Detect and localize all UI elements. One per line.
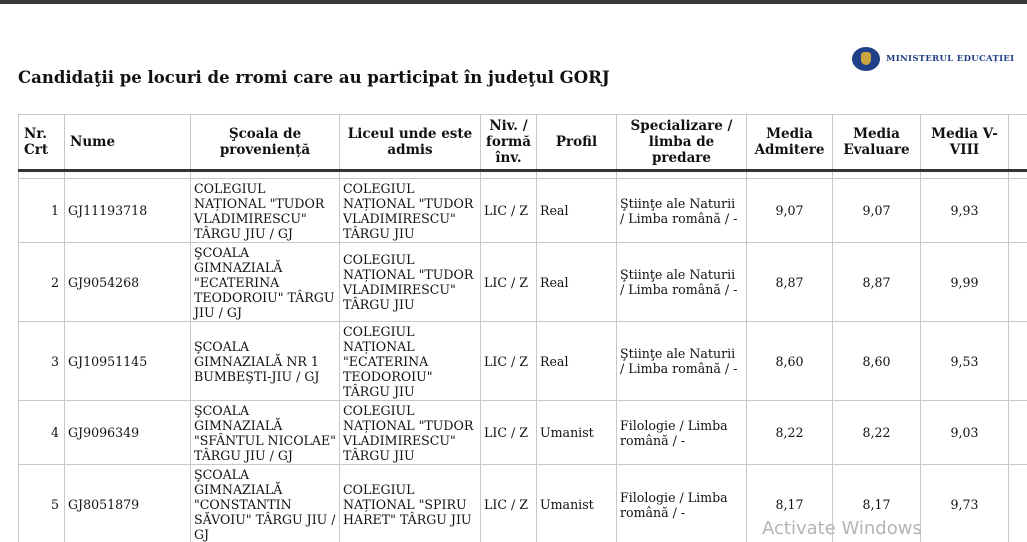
cell-liceu: COLEGIUL NAȚIONAL "ECATERINA TEODOROIU" TÂRGU JIU [340, 322, 481, 401]
cell-profil: Real [537, 179, 617, 243]
cell-extra [1009, 243, 1027, 322]
cell-media-admitere: 8,22 [747, 401, 833, 465]
cell-profil: Real [537, 243, 617, 322]
cell-nr: 4 [19, 401, 65, 465]
col-header-scoala: Şcoala de proveniență [191, 115, 340, 171]
cell-media-evaluare: 8,87 [833, 243, 921, 322]
header-row [19, 115, 1027, 171]
col-header-specializare: Specializare / limba de predare [617, 115, 747, 171]
cell-nivel: LIC / Z [481, 465, 537, 542]
cell-profil: Umanist [537, 465, 617, 542]
col-header-profil: Profil [537, 115, 617, 171]
col-header-nr: Nr. Crt [19, 115, 65, 171]
cell-media-v-viii: 9,99 [921, 243, 1009, 322]
cell-liceu: COLEGIUL NAȚIONAL "TUDOR VLADIMIRESCU" TÂRGU JIU [340, 179, 481, 243]
cell-specializare: Ştiinţe ale Naturii / Limba română / - [617, 322, 747, 401]
cell-profil: Umanist [537, 401, 617, 465]
cell-extra [1009, 322, 1027, 401]
col-header-extra [1009, 115, 1027, 171]
col-header-media-evaluare: Media Evaluare [833, 115, 921, 171]
cell-specializare: Ştiinţe ale Naturii / Limba română / - [617, 243, 747, 322]
col-header-nivel: Niv. / formă înv. [481, 115, 537, 171]
coat-of-arms-icon [852, 47, 880, 71]
cell-extra [1009, 465, 1027, 542]
cell-nr: 1 [19, 179, 65, 243]
col-header-nume: Nume [65, 115, 191, 171]
cell-media-admitere: 8,60 [747, 322, 833, 401]
cell-scoala: COLEGIUL NAȚIONAL "TUDOR VLADIMIRESCU" TÂRGU JIU / GJ [191, 179, 340, 243]
results-table-container [18, 114, 1027, 542]
cell-liceu: COLEGIUL NAȚIONAL "SPIRU HARET" TÂRGU JIU [340, 465, 481, 542]
cell-nume: GJ11193718 [65, 179, 191, 243]
col-header-liceu: Liceul unde este admis [340, 115, 481, 171]
cell-media-v-viii: 9,73 [921, 465, 1009, 542]
cell-specializare: Ştiinţe ale Naturii / Limba română / - [617, 179, 747, 243]
cell-extra [1009, 401, 1027, 465]
cell-extra [1009, 179, 1027, 243]
cell-nivel: LIC / Z [481, 179, 537, 243]
cell-media-v-viii: 9,53 [921, 322, 1009, 401]
cell-nivel: LIC / Z [481, 401, 537, 465]
cell-media-admitere: 8,87 [747, 243, 833, 322]
cell-nume: GJ10951145 [65, 322, 191, 401]
cell-scoala: ŞCOALA GIMNAZIALĂ "ECATERINA TEODOROIU" TÂRGU JIU / GJ [191, 243, 340, 322]
results-table [18, 114, 1027, 542]
cell-nivel: LIC / Z [481, 243, 537, 322]
cell-nivel: LIC / Z [481, 322, 537, 401]
logo-text: MINISTERUL EDUCAȚIEI [886, 54, 1015, 64]
table-row [19, 179, 1027, 243]
cell-media-evaluare: 8,17 [833, 465, 921, 542]
cell-nume: GJ8051879 [65, 465, 191, 542]
cell-media-evaluare: 9,07 [833, 179, 921, 243]
cell-nume: GJ9096349 [65, 401, 191, 465]
cell-media-evaluare: 8,22 [833, 401, 921, 465]
ministry-logo [852, 47, 1014, 71]
page-title: Candidaţii pe locuri de rromi care au participat în judeţul GORJ [18, 68, 610, 87]
cell-scoala: ŞCOALA GIMNAZIALĂ NR 1 BUMBEŞTI-JIU / GJ [191, 322, 340, 401]
cell-nr: 5 [19, 465, 65, 542]
cell-media-evaluare: 8,60 [833, 322, 921, 401]
col-header-media-admitere: Media Admitere [747, 115, 833, 171]
top-border [0, 0, 1027, 4]
col-header-media-v-viii: Media V- VIII [921, 115, 1009, 171]
cell-liceu: COLEGIUL NAȚIONAL "TUDOR VLADIMIRESCU" TÂRGU JIU [340, 401, 481, 465]
cell-scoala: ŞCOALA GIMNAZIALĂ "SFÂNTUL NICOLAE" TÂRGU JIU / GJ [191, 401, 340, 465]
cell-media-admitere: 9,07 [747, 179, 833, 243]
cell-profil: Real [537, 322, 617, 401]
cell-nr: 3 [19, 322, 65, 401]
cell-scoala: ŞCOALA GIMNAZIALĂ "CONSTANTIN SĂVOIU" TÂRGU JIU / GJ [191, 465, 340, 542]
table-row [19, 243, 1027, 322]
table-row [19, 322, 1027, 401]
table-spacer-row [19, 171, 1027, 179]
activate-windows-watermark: Activate Windows [762, 518, 922, 539]
cell-specializare: Filologie / Limba română / - [617, 401, 747, 465]
cell-media-admitere: 8,17 [747, 465, 833, 542]
cell-media-v-viii: 9,93 [921, 179, 1009, 243]
cell-specializare: Filologie / Limba română / - [617, 465, 747, 542]
cell-media-v-viii: 9,03 [921, 401, 1009, 465]
table-row [19, 401, 1027, 465]
cell-nume: GJ9054268 [65, 243, 191, 322]
cell-liceu: COLEGIUL NAȚIONAL "TUDOR VLADIMIRESCU" TÂRGU JIU [340, 243, 481, 322]
cell-nr: 2 [19, 243, 65, 322]
